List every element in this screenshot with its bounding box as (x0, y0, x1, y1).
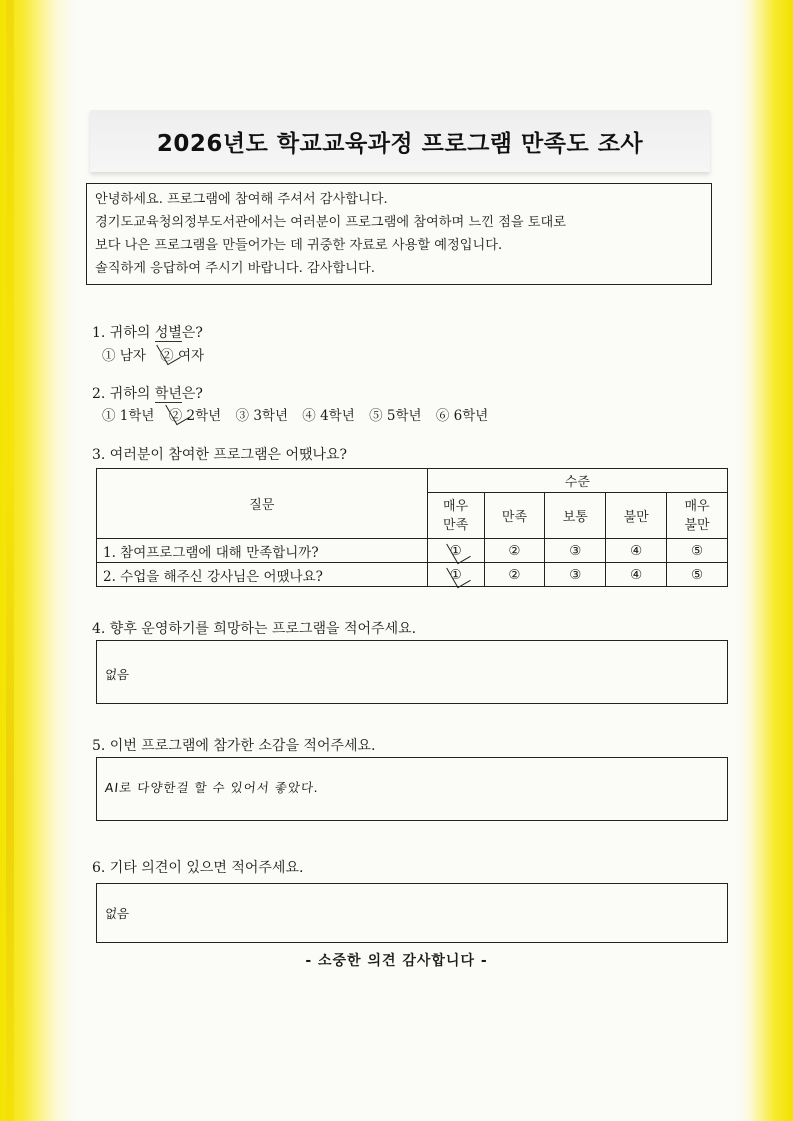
mark-satisfied[interactable]: ② (484, 563, 545, 587)
option-male[interactable]: ① 남자 (102, 348, 146, 364)
question-2 (92, 383, 203, 403)
page-title: 2026년도 학교교육과정 프로그램 만족도 조사 (156, 130, 644, 157)
question-2-suffix: 은? (181, 386, 203, 402)
mark-neutral[interactable]: ③ (545, 563, 606, 587)
mark-very-satisfied[interactable] (427, 539, 484, 563)
mark-very-satisfied[interactable] (427, 563, 484, 587)
question-4: 4. 향후 운영하기를 희망하는 프로그램을 적어주세요. (92, 621, 417, 637)
mark-neutral[interactable]: ③ (545, 539, 606, 563)
intro-line: 경기도교육청의정부도서관에서는 여러분이 프로그램에 참여하며 느낀 점을 토대로 (95, 215, 567, 230)
row-question: 2. 수업을 해주신 강사님은 어땠나요? (97, 563, 428, 587)
question-2-prefix: 2. 귀하의 (92, 386, 155, 402)
question-5: 5. 이번 프로그램에 참가한 소감을 적어주세요. (92, 738, 376, 754)
question-1-suffix: 은? (181, 325, 203, 341)
answer-box-4[interactable] (96, 640, 728, 704)
header-level: 수준 (427, 469, 727, 493)
question-2-keyword: 학년 (154, 386, 182, 402)
satisfaction-table (96, 468, 728, 587)
intro-line: 솔직하게 응답하여 주시기 바랍니다. 감사합니다. (95, 261, 375, 276)
col-very-dissatisfied: 매우 불만 (667, 493, 728, 539)
col-dissatisfied: 불만 (606, 493, 667, 539)
col-neutral: 보통 (545, 493, 606, 539)
question-1-options (102, 344, 214, 364)
intro-line: 안녕하세요. 프로그램에 참여해 주셔서 감사합니다. (95, 192, 388, 207)
intro-line: 보다 나은 프로그램을 만들어가는 데 귀중한 자료로 사용할 예정입니다. (95, 238, 503, 253)
mark-satisfied[interactable]: ② (484, 539, 545, 563)
title-banner (90, 110, 710, 172)
option-grade-4[interactable]: ④ 4학년 (302, 408, 355, 424)
option-grade-6[interactable]: ⑥ 6학년 (435, 408, 489, 424)
handwritten-answer-5: AI로 다양한걸 할 수 있어서 좋았다. (104, 780, 320, 795)
intro-box (86, 183, 712, 285)
question-1-prefix: 1. 귀하의 (92, 325, 155, 341)
choice-mark-selected: ① (449, 542, 462, 559)
table-row (97, 539, 728, 563)
row-question: 1. 참여프로그램에 대해 만족합니까? (97, 539, 428, 563)
question-6: 6. 기타 의견이 있으면 적어주세요. (92, 860, 304, 876)
choice-mark-selected: ① (449, 566, 462, 583)
mark-very-dissatisfied[interactable]: ⑤ (667, 539, 728, 563)
question-1 (92, 322, 203, 342)
col-very-satisfied: 매우 만족 (427, 493, 484, 539)
handwritten-answer-6: 없음 (104, 906, 130, 921)
question-1-keyword: 성별 (154, 325, 182, 341)
question-2-options (102, 404, 498, 424)
question-3: 3. 여러분이 참여한 프로그램은 어땠나요? (92, 447, 348, 463)
answer-box-5[interactable] (96, 757, 728, 821)
option-grade-3[interactable]: ③ 3학년 (235, 408, 288, 424)
option-female[interactable]: ② 여자 (160, 344, 204, 364)
option-grade-1[interactable]: ① 1학년 (102, 408, 155, 424)
table-row (97, 563, 728, 587)
mark-dissatisfied[interactable]: ④ (606, 563, 667, 587)
option-grade-5[interactable]: ⑤ 5학년 (369, 408, 422, 424)
mark-very-dissatisfied[interactable]: ⑤ (667, 563, 728, 587)
handwritten-answer-4: 없음 (104, 667, 130, 682)
header-question: 질문 (97, 469, 428, 539)
footer-thanks: - 소중한 의견 감사합니다 - (305, 953, 488, 969)
mark-dissatisfied[interactable]: ④ (606, 539, 667, 563)
col-satisfied: 만족 (484, 493, 545, 539)
answer-box-6[interactable] (96, 883, 728, 943)
option-grade-2[interactable]: ② 2학년 (169, 404, 221, 424)
